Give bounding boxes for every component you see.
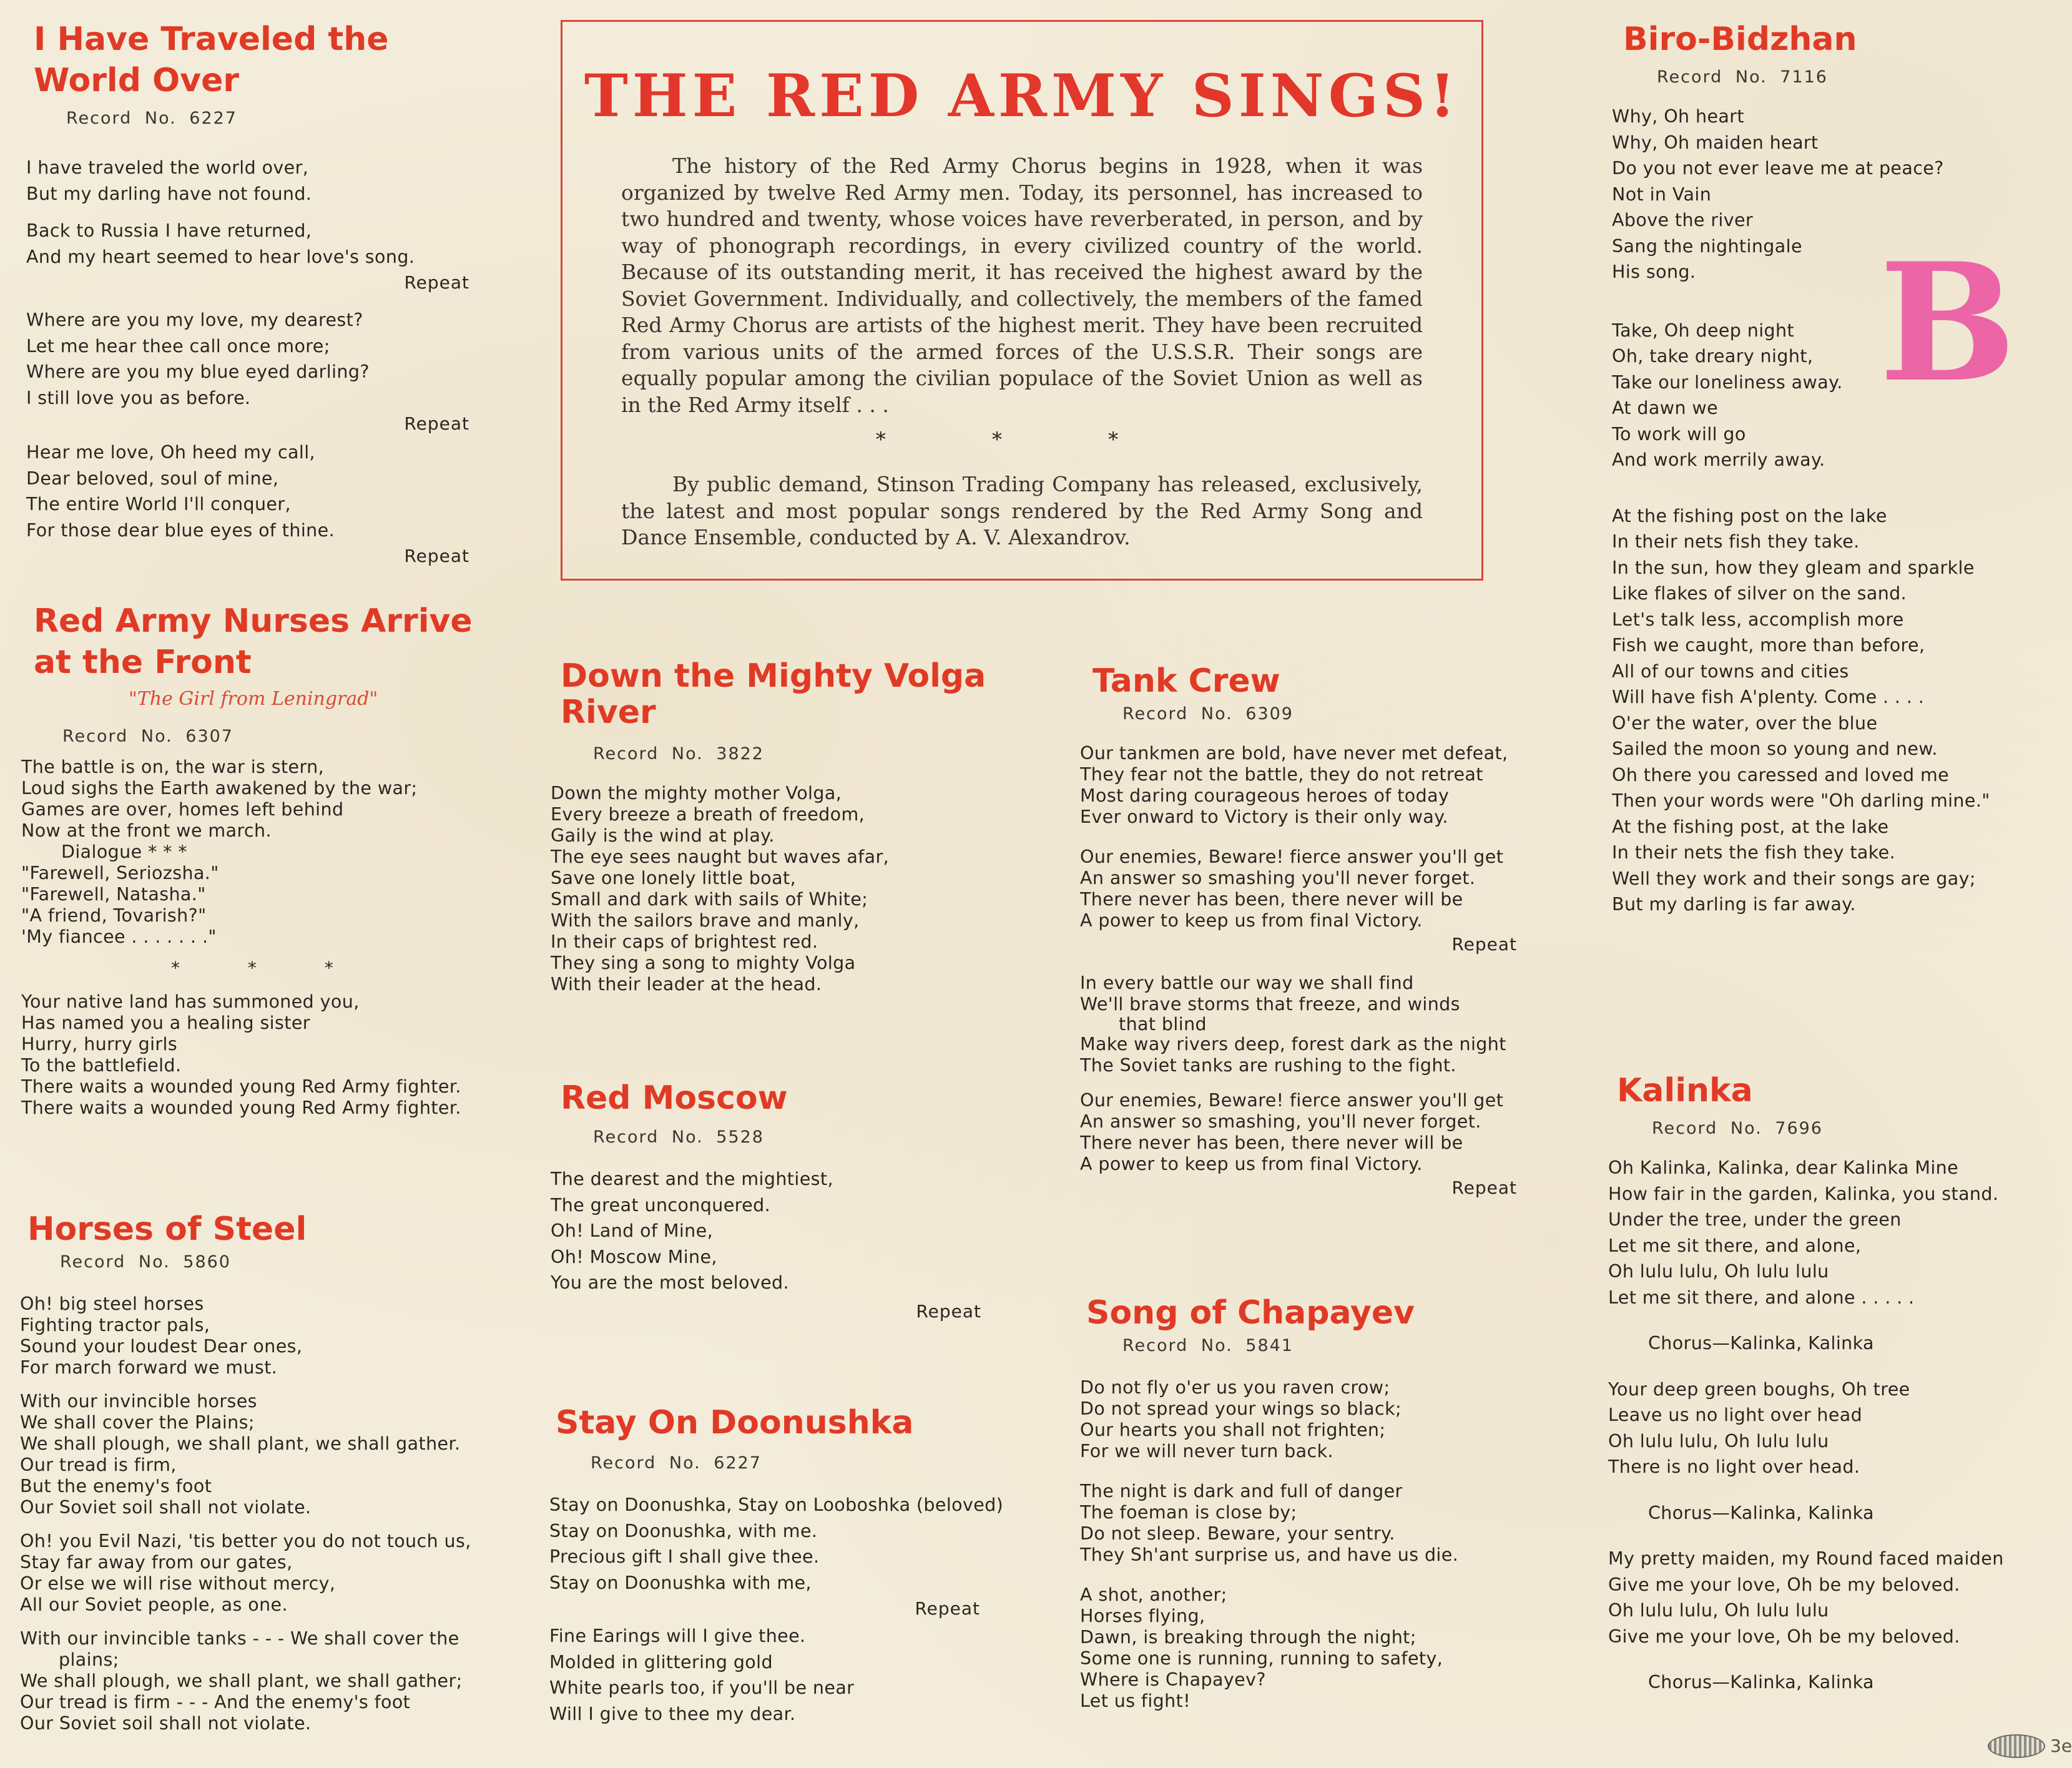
record-number: Record No. 6309 bbox=[1122, 704, 1294, 724]
lyric-line: The dearest and the mightiest, bbox=[551, 1169, 833, 1189]
song-title: Horses of Steel bbox=[27, 1211, 307, 1248]
lyric-line: Molded in glittering gold bbox=[549, 1651, 773, 1672]
lyric-line: For march forward we must. bbox=[20, 1357, 278, 1378]
lyric-line: plains; bbox=[59, 1649, 119, 1670]
chorus-line: Chorus—Kalinka, Kalinka bbox=[1648, 1333, 1874, 1353]
record-number: Record No. 6227 bbox=[591, 1453, 762, 1473]
lyric-line: How fair in the garden, Kalinka, you stand. bbox=[1608, 1183, 1999, 1204]
lyric-line: "Farewell, Natasha." bbox=[21, 884, 206, 905]
lyric-line: My pretty maiden, my Round faced maiden bbox=[1608, 1548, 2004, 1569]
lyric-line: Do not sleep. Beware, your sentry. bbox=[1080, 1523, 1395, 1544]
lyric-line: Oh! you Evil Nazi, 'tis better you do not touch us, bbox=[20, 1531, 471, 1551]
lyric-line: Our Soviet soil shall not violate. bbox=[20, 1497, 312, 1518]
lyric-line: They sing a song to mighty Volga bbox=[551, 953, 856, 973]
section-stars: * * * bbox=[171, 958, 365, 978]
lyric-line: Will have fish A'plenty. Come . . . . bbox=[1612, 687, 1925, 707]
lyric-line: Stay far away from our gates, bbox=[20, 1552, 293, 1573]
lyric-line: Our hearts you shall not frighten; bbox=[1080, 1420, 1386, 1440]
lyric-line: Dawn, is breaking through the night; bbox=[1080, 1627, 1417, 1648]
lyric-line: Has named you a healing sister bbox=[21, 1013, 310, 1033]
lyric-line: But my darling have not found. bbox=[26, 183, 312, 204]
lyric-line: An answer so smashing you'll never forget. bbox=[1080, 868, 1476, 888]
lyric-line: Your deep green boughs, Oh tree bbox=[1608, 1378, 1910, 1400]
song-title: Song of Chapayev bbox=[1086, 1294, 1415, 1332]
lyric-line: A power to keep us from final Victory. bbox=[1080, 910, 1423, 931]
lyric-line: But my darling is far away. bbox=[1612, 894, 1856, 915]
lyric-line: Take, Oh deep night bbox=[1612, 320, 1795, 341]
lyric-line: The eye sees naught but waves afar, bbox=[551, 847, 890, 867]
lyric-line: An answer so smashing, you'll never forget. bbox=[1080, 1111, 1481, 1132]
lyric-line: Ever onward to Victory is their only way. bbox=[1080, 807, 1448, 827]
lyric-line: Every breeze a breath of freedom, bbox=[551, 804, 865, 825]
lyric-line: O'er the water, over the blue bbox=[1612, 712, 1878, 734]
lyric-line: Our enemies, Beware! fierce answer you'll get bbox=[1080, 847, 1504, 867]
lyric-line: With their leader at the head. bbox=[551, 974, 822, 994]
lyric-line: Our enemies, Beware! fierce answer you'll get bbox=[1080, 1090, 1504, 1111]
lyric-line: With our invincible horses bbox=[20, 1391, 257, 1412]
song-traveled bbox=[19, 19, 518, 568]
lyric-line: Hear me love, Oh heed my call, bbox=[26, 442, 315, 463]
lyric-line: Now at the front we march. bbox=[21, 820, 272, 841]
song-chapayev bbox=[1076, 1292, 1551, 1712]
lyric-line: Oh! big steel horses bbox=[20, 1294, 204, 1314]
lyric-line: Above the river bbox=[1612, 210, 1754, 230]
lyric-line: Stay on Doonushka, with me. bbox=[549, 1520, 818, 1541]
repeat-note: Repeat bbox=[915, 1598, 980, 1619]
lyric-line: Stay on Doonushka, Stay on Looboshka (beloved) bbox=[549, 1495, 1004, 1515]
lyric-line: Do not fly o'er us you raven crow; bbox=[1080, 1377, 1390, 1398]
lyric-line: Oh lulu lulu, Oh lulu lulu bbox=[1608, 1600, 1829, 1621]
column-1 bbox=[19, 0, 518, 1768]
song-biro bbox=[1598, 19, 2048, 918]
lyric-line: A shot, another; bbox=[1080, 1584, 1227, 1605]
lyric-line: Some one is running, running to safety, bbox=[1080, 1648, 1443, 1669]
lyric-line: Let me hear thee call once more; bbox=[26, 335, 330, 356]
lyric-line: Why, Oh heart bbox=[1612, 106, 1744, 127]
lyric-line: Precious gift I shall give thee. bbox=[549, 1546, 820, 1567]
song-tank bbox=[1076, 661, 1551, 1200]
lyric-line: There never has been, there never will be bbox=[1080, 889, 1463, 910]
lyric-line: In their nets the fish they take. bbox=[1612, 842, 1896, 863]
lyric-line: Where are you my love, my dearest? bbox=[26, 310, 363, 330]
lyric-line: You are the most beloved. bbox=[551, 1272, 789, 1293]
lyric-line: In their nets fish they take. bbox=[1612, 531, 1860, 552]
lyric-line: Why, Oh maiden heart bbox=[1612, 132, 1819, 153]
lyric-line: Oh! Land of Mine, bbox=[551, 1220, 714, 1241]
lyric-line: They fear not the battle, they do not retreat bbox=[1080, 764, 1483, 785]
lyric-line: Loud sighs the Earth awakened by the war; bbox=[21, 778, 418, 798]
lyric-line: Fish we caught, more than before, bbox=[1612, 635, 1925, 656]
lyric-line: At dawn we bbox=[1612, 398, 1719, 418]
lyric-line: Do you not ever leave me at peace? bbox=[1612, 158, 1944, 179]
lyric-line: Make way rivers deep, forest dark as the night bbox=[1080, 1034, 1506, 1054]
lyric-line: Like flakes of silver on the sand. bbox=[1612, 583, 1907, 604]
lyric-line: 'My fiancee . . . . . . ." bbox=[21, 926, 217, 947]
lyric-line: The night is dark and full of danger bbox=[1080, 1481, 1403, 1501]
song-title: I Have Traveled the World Over bbox=[34, 21, 389, 99]
lyric-line: The battle is on, the war is stern, bbox=[21, 757, 325, 777]
lyric-line: Let me sit there, and alone, bbox=[1608, 1235, 1862, 1256]
lyric-line: Take our loneliness away. bbox=[1612, 371, 1843, 393]
lyric-line: Sound your loudest Dear ones, bbox=[20, 1336, 303, 1357]
lyric-line: Our tread is firm, bbox=[20, 1455, 177, 1475]
intro-paragraph-2: By public demand, Stinson Trading Company has released, exclusively, the latest and most popular songs rendered by the Red Army Song and Dance Ensemble, conducted by A. V. Alexandrov. bbox=[621, 472, 1423, 549]
side-b-stamp: B bbox=[1879, 228, 2016, 418]
lyric-line: Our tread is firm - - - And the enemy's foot bbox=[20, 1692, 411, 1712]
song-subtitle: "The Girl from Leningrad" bbox=[129, 688, 378, 710]
lyric-line: Then your words were "Oh darling mine." bbox=[1612, 790, 1990, 811]
lyric-line: Sang the nightingale bbox=[1612, 235, 1802, 257]
lyric-line: that blind bbox=[1119, 1014, 1207, 1034]
lyric-line: In every battle our way we shall find bbox=[1080, 973, 1414, 993]
lyric-line: Where is Chapayev? bbox=[1080, 1669, 1266, 1690]
lyric-line: In their caps of brightest red. bbox=[551, 931, 818, 952]
lyric-line: The foeman is close by; bbox=[1080, 1502, 1297, 1523]
lyric-line: In the sun, how they gleam and sparkle bbox=[1612, 557, 1975, 578]
record-number: Record No. 5841 bbox=[1122, 1336, 1294, 1355]
intro-paragraph-1: The history of the Red Army Chorus begins in 1928, when it was organized by twelve Red Army men. Today, its personnel, has increased to two hundred and twenty, whose voices have reverberated, in person, and by way of phonograph recordings, in every civilized country of the world. Because of its outstanding merit, it has received the highest award by the Soviet Government. Individually, and collectively, the members of the famed Red Army Chorus are artists of the highest merit. They have been recruited from various units of the armed forces of the U.S.S.R. Their songs are equally popular among the civilian populace of the Soviet Union as well as in the Red Army itself . . . bbox=[621, 154, 1423, 417]
lyric-line: Well they work and their songs are gay; bbox=[1612, 868, 1976, 889]
repeat-note: Repeat bbox=[404, 546, 469, 566]
lyric-line: We shall plough, we shall plant, we shall gather; bbox=[20, 1671, 463, 1691]
lyric-line: Back to Russia I have returned, bbox=[26, 220, 312, 241]
chorus-line: Chorus—Kalinka, Kalinka bbox=[1648, 1502, 1874, 1523]
record-number: Record No. 5528 bbox=[593, 1127, 764, 1147]
lyric-line: For those dear blue eyes of thine. bbox=[26, 519, 335, 541]
lyric-line: Let me sit there, and alone . . . . . bbox=[1608, 1287, 1915, 1308]
lyric-line: There is no light over head. bbox=[1608, 1456, 1860, 1477]
lyric-line: But the enemy's foot bbox=[20, 1476, 212, 1496]
lyric-line: Or else we will rise without mercy, bbox=[20, 1573, 336, 1594]
lyric-line: Gaily is the wind at play. bbox=[551, 825, 775, 846]
lyric-line: To the battlefield. bbox=[21, 1055, 182, 1076]
lyric-line: Oh there you caressed and loved me bbox=[1612, 764, 1950, 785]
page-title: THE RED ARMY SINGS! bbox=[584, 62, 1460, 130]
song-title: Red Moscow bbox=[561, 1079, 788, 1117]
lyric-line: The great unconquered. bbox=[551, 1194, 771, 1216]
lyric-line: Do not spread your wings so black; bbox=[1080, 1398, 1402, 1419]
lyric-line: Oh lulu lulu, Oh lulu lulu bbox=[1608, 1430, 1829, 1451]
song-moscow bbox=[549, 1078, 1049, 1324]
lyric-line: Leave us no light over head bbox=[1608, 1405, 1863, 1425]
lyric-line: At the fishing post on the lake bbox=[1612, 505, 1887, 526]
song-volga bbox=[549, 658, 1049, 995]
lyric-line: With our invincible tanks - - - We shall cover the bbox=[20, 1628, 459, 1649]
lyric-line: Sailed the moon so young and new. bbox=[1612, 739, 1938, 759]
record-number: Record No. 7116 bbox=[1657, 67, 1828, 87]
record-number: Record No. 6307 bbox=[62, 727, 233, 746]
footer-mark: 3e bbox=[2050, 1736, 2072, 1756]
lyric-line: There never has been, there never will be bbox=[1080, 1132, 1463, 1153]
lyric-line: Under the tree, under the green bbox=[1608, 1209, 1902, 1230]
lyric-line: There waits a wounded young Red Army fighter. bbox=[21, 1098, 461, 1118]
lyric-line: All our Soviet people, as one. bbox=[20, 1594, 288, 1615]
lyric-line: Oh, take dreary night, bbox=[1612, 346, 1814, 366]
lyric-line: They Sh'ant surprise us, and have us die. bbox=[1080, 1545, 1459, 1565]
lyric-line: Down the mighty mother Volga, bbox=[551, 783, 842, 803]
lyric-line: Dear beloved, soul of mine, bbox=[26, 468, 279, 489]
repeat-note: Repeat bbox=[916, 1300, 981, 1322]
lyric-line: A power to keep us from final Victory. bbox=[1080, 1154, 1423, 1174]
lyric-line: All of our towns and cities bbox=[1612, 661, 1849, 682]
lyric-line: I have traveled the world over, bbox=[26, 157, 309, 178]
lyric-line: Oh! Moscow Mine, bbox=[551, 1246, 717, 1267]
lyric-line: Not in Vain bbox=[1612, 184, 1712, 205]
song-doonushka bbox=[549, 1402, 1049, 1727]
lyric-line: "A friend, Tovarish?" bbox=[21, 905, 207, 926]
lyric-line: We shall cover the Plains; bbox=[20, 1412, 255, 1433]
column-3 bbox=[1076, 0, 1551, 1768]
lyric-line: Fighting tractor pals, bbox=[20, 1315, 210, 1335]
lyric-line: Fine Earings will I give thee. bbox=[549, 1626, 806, 1646]
record-number: Record No. 7696 bbox=[1652, 1119, 1823, 1138]
song-title: Biro-Bidzhan bbox=[1623, 21, 1857, 58]
column-2 bbox=[549, 0, 1049, 1768]
lyric-line: Let us fight! bbox=[1080, 1691, 1191, 1711]
lyric-line: "Farewell, Seriozsha." bbox=[21, 863, 219, 883]
lyric-line: Our tankmen are bold, have never met defeat, bbox=[1080, 743, 1508, 764]
lyric-line: With the sailors brave and manly, bbox=[551, 910, 860, 931]
lyric-line: And work merrily away. bbox=[1612, 449, 1825, 470]
lyric-line: Will I give to thee my dear. bbox=[549, 1703, 796, 1724]
lyric-line: Oh Kalinka, Kalinka, dear Kalinka Mine bbox=[1608, 1157, 1959, 1178]
lyric-line: To work will go bbox=[1612, 423, 1746, 444]
lyric-line: We shall plough, we shall plant, we shall gather. bbox=[20, 1433, 461, 1454]
record-number: Record No. 6227 bbox=[66, 109, 237, 128]
lyric-line: Save one lonely little boat, bbox=[551, 868, 797, 888]
label-logo-icon bbox=[1988, 1734, 2045, 1758]
lyric-line: Where are you my blue eyed darling? bbox=[26, 361, 370, 382]
lyric-line: Stay on Doonushka with me, bbox=[549, 1572, 812, 1593]
chorus-line: Chorus—Kalinka, Kalinka bbox=[1648, 1672, 1874, 1692]
song-title: Tank Crew bbox=[1092, 662, 1280, 700]
lyric-line: Hurry, hurry girls bbox=[21, 1034, 178, 1054]
repeat-note: Repeat bbox=[404, 272, 469, 293]
song-title: Stay On Doonushka bbox=[556, 1404, 914, 1441]
lyric-line: Oh lulu lulu, Oh lulu lulu bbox=[1608, 1261, 1829, 1282]
lyric-line: For we will never turn back. bbox=[1080, 1441, 1333, 1461]
repeat-note: Repeat bbox=[404, 413, 469, 434]
lyric-line: His song. bbox=[1612, 262, 1696, 282]
lyric-line: Let's talk less, accomplish more bbox=[1612, 609, 1904, 630]
dialogue-label: Dialogue * * * bbox=[61, 842, 187, 862]
song-kalinka bbox=[1598, 1070, 2048, 1696]
song-title: Red Army Nurses Arrive at the Front bbox=[34, 602, 473, 681]
song-nurses bbox=[19, 601, 518, 1119]
lyric-line: Our Soviet soil shall not violate. bbox=[20, 1713, 312, 1734]
lyric-line: White pearls too, if you'll be near bbox=[549, 1677, 855, 1698]
lyric-line: The entire World I'll conquer, bbox=[26, 494, 291, 514]
lyric-line: Horses flying, bbox=[1080, 1606, 1205, 1626]
lyric-line: Games are over, homes left behind bbox=[21, 799, 344, 820]
song-title: Down the Mighty Volga River bbox=[561, 657, 986, 731]
lyric-line: Your native land has summoned you, bbox=[21, 991, 360, 1012]
song-title: Kalinka bbox=[1617, 1072, 1753, 1109]
lyric-line: And my heart seemed to hear love's song. bbox=[26, 246, 415, 267]
lyric-line: Most daring courageous heroes of today bbox=[1080, 785, 1450, 806]
section-stars: * * * bbox=[875, 428, 1169, 451]
repeat-note: Repeat bbox=[1451, 934, 1517, 955]
record-number: Record No. 3822 bbox=[593, 744, 764, 764]
record-number: Record No. 5860 bbox=[60, 1252, 231, 1272]
lyric-line: Small and dark with sails of White; bbox=[551, 889, 868, 910]
lyric-line: There waits a wounded young Red Army fighter. bbox=[21, 1076, 461, 1097]
song-horses bbox=[19, 1209, 518, 1734]
lyric-line: Give me your love, Oh be my beloved. bbox=[1608, 1626, 1960, 1647]
lyric-line: Give me your love, Oh be my beloved. bbox=[1608, 1574, 1960, 1595]
repeat-note: Repeat bbox=[1451, 1177, 1517, 1198]
lyric-line: We'll brave storms that freeze, and winds bbox=[1080, 994, 1460, 1014]
lyric-line: I still love you as before. bbox=[26, 387, 251, 408]
lyric-line: The Soviet tanks are rushing to the fight. bbox=[1080, 1055, 1456, 1076]
lyric-line: At the fishing post, at the lake bbox=[1612, 816, 1889, 837]
